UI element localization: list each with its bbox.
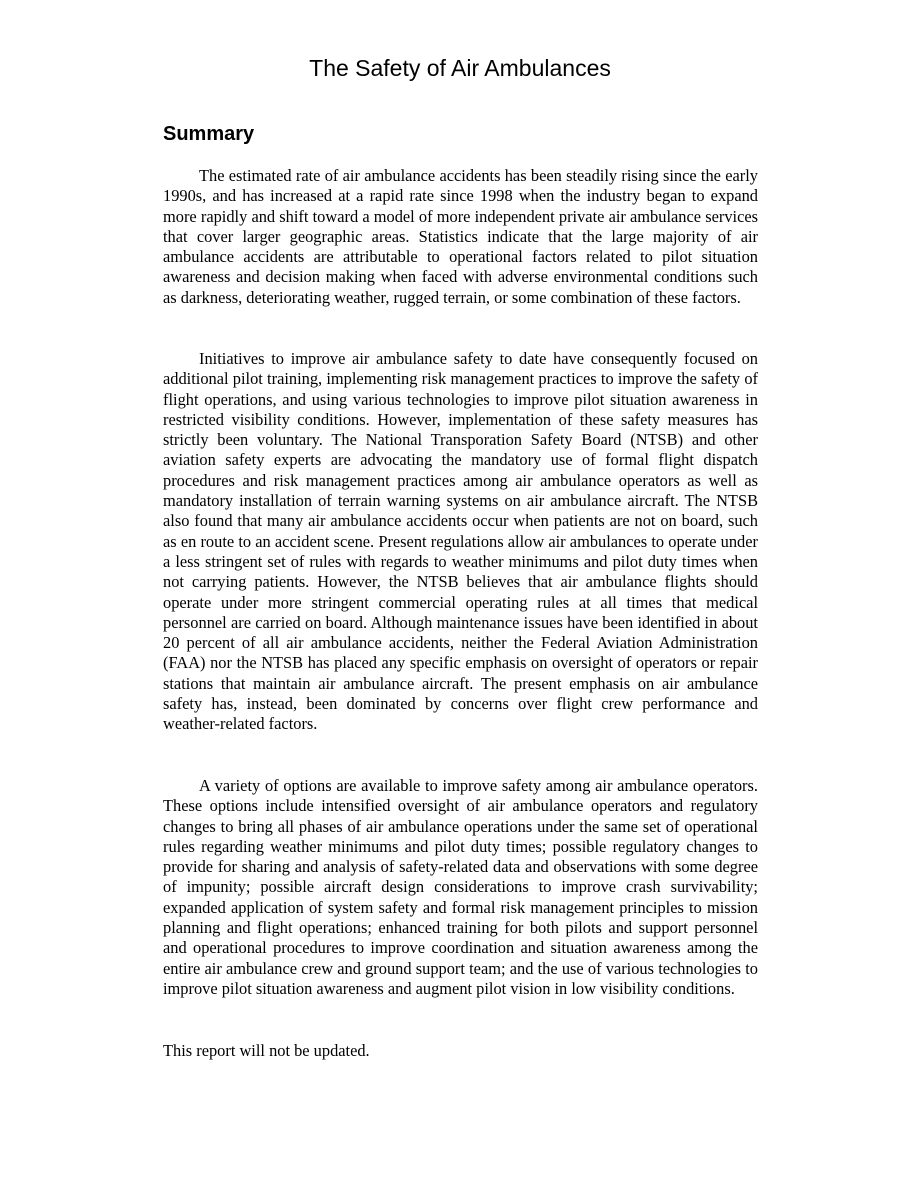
section-heading-summary: Summary	[163, 123, 255, 145]
summary-paragraph: The estimated rate of air ambulance accidents has been steadily rising since the early 1990s, and has increased at a rapid rate since 1998 when the industry began to expand more rapidly and shift toward a model of more independent private air ambulance services that cover larger geographic areas. Statistics indicate that the large majority of air ambulance accidents are attributable to operational factors related to pilot situation awareness and decision making when faced with adverse environmental conditions such as darkness, deteriorating weather, rugged terrain, or some combination of these factors.	[163, 166, 758, 307]
summary-paragraph: Initiatives to improve air ambulance safety to date have consequently focused on additional pilot training, implementing risk management practices to improve the safety of flight operations, and using various technologies to improve pilot situation awareness in restricted visibility conditions. However, implementation of these safety measures has strictly been voluntary. The National Transporation Safety Board (NTSB) and other aviation safety experts are advocating the mandatory use of formal flight dispatch procedures and risk management practices among air ambulance operators as well as mandatory installation of terrain warning systems on air ambulance aircraft. The NTSB also found that many air ambulance accidents occur when patients are not on board, such as en route to an accident scene. Present regulations allow air ambulances to operate under a less stringent set of rules with regards to weather minimums and pilot duty times when not carrying patients. However, the NTSB believes that air ambulance flights should operate under more stringent commercial operating rules at all times that medical personnel are carried on board. Although maintenance issues have been identified in about 20 percent of all air ambulance accidents, neither the Federal Aviation Administration (FAA) nor the NTSB has placed any specific emphasis on oversight of operators or repair stations that maintain air ambulance aircraft. The present emphasis on air ambulance safety has, instead, been dominated by concerns over flight crew performance and weather-related factors.	[163, 349, 758, 734]
summary-paragraph: A variety of options are available to improve safety among air ambulance operators. These options include intensified oversight of air ambulance operators and regulatory changes to bring all phases of air ambulance operations under the same set of operational rules regarding weather minimums and pilot duty times; possible regulatory changes to provide for sharing and analysis of safety-related data and observations with some degree of impunity; possible aircraft design considerations to improve crash survivability; expanded application of system safety and formal risk management principles to mission planning and flight operations; enhanced training for both pilots and support personnel and operational procedures to improve coordination and situation awareness among the entire air ambulance crew and ground support team; and the use of various technologies to improve pilot situation awareness and augment pilot vision in low visibility conditions.	[163, 776, 758, 998]
document-title: The Safety of Air Ambulances	[309, 55, 611, 81]
update-note: This report will not be updated.	[163, 1041, 370, 1060]
